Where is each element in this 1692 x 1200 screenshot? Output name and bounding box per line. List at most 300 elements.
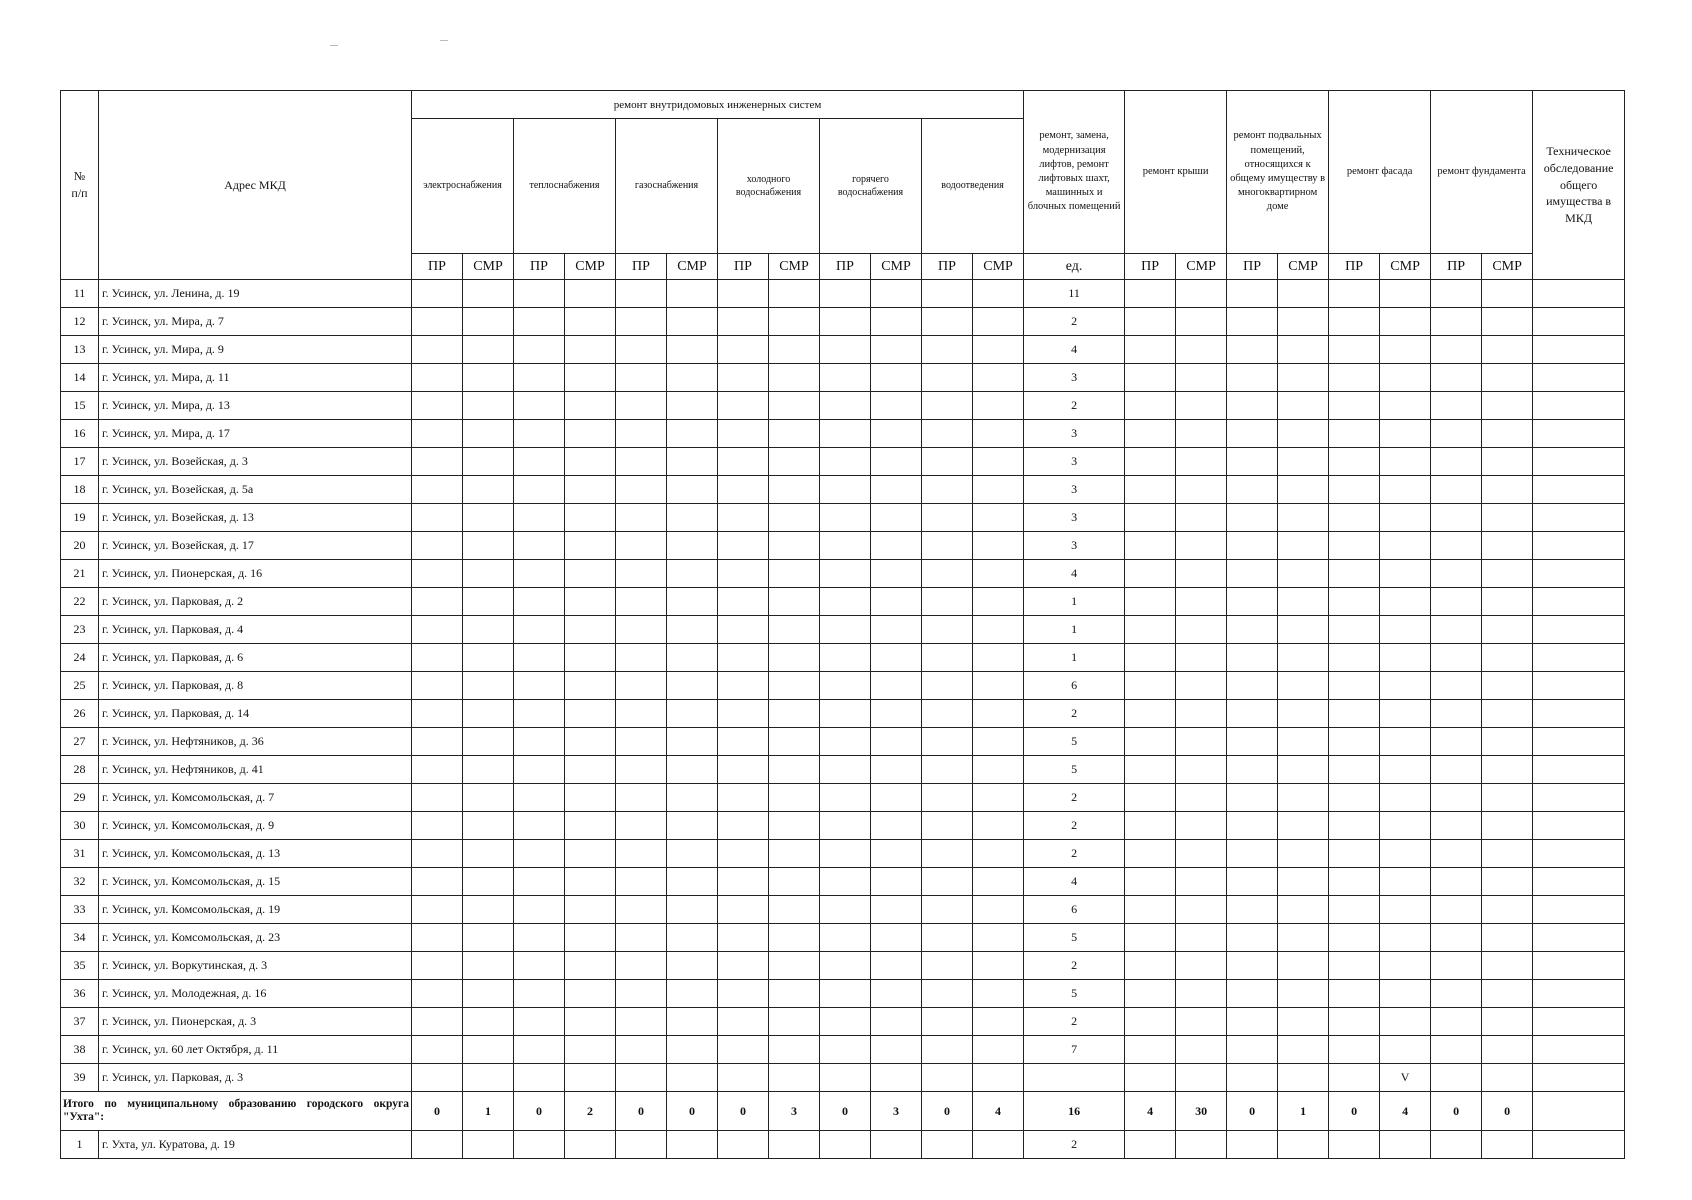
engineering-cell [820, 280, 871, 308]
roof-basement-cell [1176, 476, 1227, 504]
total-value [1533, 1092, 1625, 1131]
facade-smr-cell [1380, 1008, 1431, 1036]
total-row [61, 1092, 1625, 1131]
row-lifts-count [1024, 1064, 1125, 1092]
row-address: г. Усинск, ул. Парковая, д. 3 [99, 1064, 412, 1092]
engineering-cell [922, 896, 973, 924]
facade-smr-cell [1380, 532, 1431, 560]
total-value: 16 [1024, 1092, 1125, 1131]
engineering-cell [463, 784, 514, 812]
engineering-cell [922, 868, 973, 896]
total-value: 0 [1329, 1092, 1380, 1131]
facade-smr-cell [1380, 672, 1431, 700]
engineering-cell [412, 812, 463, 840]
engineering-cell [973, 280, 1024, 308]
col-header-pr: ПР [514, 254, 565, 280]
engineering-cell [616, 924, 667, 952]
foundation-smr-cell [1482, 1131, 1533, 1159]
roof-basement-cell [1227, 672, 1278, 700]
row-lifts-count: 4 [1024, 560, 1125, 588]
scan-speck [330, 45, 338, 46]
roof-basement-cell [1278, 644, 1329, 672]
engineering-cell [412, 588, 463, 616]
col-header-engineering-systems: ремонт внутридомовых инженерных систем [412, 91, 1024, 119]
facade-pr-cell [1329, 812, 1380, 840]
row-address: г. Усинск, ул. Пионерская, д. 16 [99, 560, 412, 588]
facade-smr-cell [1380, 1131, 1431, 1159]
engineering-cell [922, 980, 973, 1008]
engineering-cell [616, 672, 667, 700]
engineering-cell [820, 336, 871, 364]
engineering-cell [565, 672, 616, 700]
engineering-cell [922, 532, 973, 560]
row-address: г. Усинск, ул. Парковая, д. 4 [99, 616, 412, 644]
facade-pr-cell [1329, 504, 1380, 532]
inspection-cell [1533, 728, 1625, 756]
foundation-smr-cell [1482, 728, 1533, 756]
row-address: г. Усинск, ул. Комсомольская, д. 13 [99, 840, 412, 868]
engineering-cell [871, 476, 922, 504]
engineering-cell [871, 1008, 922, 1036]
facade-smr-cell [1380, 420, 1431, 448]
engineering-cell [412, 616, 463, 644]
engineering-cell [973, 504, 1024, 532]
engineering-cell [412, 1131, 463, 1159]
col-header-pr: ПР [1227, 254, 1278, 280]
engineering-cell [718, 896, 769, 924]
engineering-cell [973, 336, 1024, 364]
roof-basement-cell [1278, 616, 1329, 644]
row-lifts-count: 7 [1024, 1036, 1125, 1064]
engineering-cell [871, 392, 922, 420]
row-number: 16 [61, 420, 99, 448]
inspection-cell [1533, 952, 1625, 980]
col-header-cold-water: холодного водоснабжения [718, 119, 820, 254]
roof-basement-cell [1227, 616, 1278, 644]
facade-pr-cell [1329, 924, 1380, 952]
engineering-cell [769, 812, 820, 840]
col-header-smr: СМР [1380, 254, 1431, 280]
engineering-cell [616, 588, 667, 616]
engineering-cell [514, 560, 565, 588]
engineering-cell [718, 504, 769, 532]
engineering-cell [514, 756, 565, 784]
engineering-cell [871, 364, 922, 392]
engineering-cell [514, 1036, 565, 1064]
row-number: 34 [61, 924, 99, 952]
inspection-cell [1533, 560, 1625, 588]
foundation-pr-cell [1431, 420, 1482, 448]
roof-basement-cell [1278, 280, 1329, 308]
facade-pr-cell [1329, 364, 1380, 392]
engineering-cell [667, 924, 718, 952]
engineering-cell [514, 700, 565, 728]
engineering-cell [616, 1064, 667, 1092]
engineering-cell [922, 644, 973, 672]
foundation-smr-cell [1482, 364, 1533, 392]
engineering-cell [514, 532, 565, 560]
engineering-cell [922, 560, 973, 588]
facade-pr-cell [1329, 784, 1380, 812]
inspection-cell [1533, 1036, 1625, 1064]
foundation-smr-cell [1482, 812, 1533, 840]
roof-basement-cell [1227, 560, 1278, 588]
roof-basement-cell [1176, 336, 1227, 364]
roof-basement-cell [1176, 616, 1227, 644]
engineering-cell [769, 560, 820, 588]
row-address: г. Усинск, ул. Комсомольская, д. 9 [99, 812, 412, 840]
engineering-cell [463, 588, 514, 616]
facade-smr-cell [1380, 588, 1431, 616]
engineering-cell [565, 588, 616, 616]
foundation-smr-cell [1482, 784, 1533, 812]
engineering-cell [667, 784, 718, 812]
engineering-cell [667, 532, 718, 560]
roof-basement-cell [1278, 392, 1329, 420]
engineering-cell [769, 392, 820, 420]
facade-smr-cell [1380, 644, 1431, 672]
row-lifts-count: 3 [1024, 448, 1125, 476]
engineering-cell [565, 616, 616, 644]
engineering-cell [718, 560, 769, 588]
table-row [61, 336, 1625, 364]
engineering-cell [820, 364, 871, 392]
facade-smr-cell: V [1380, 1064, 1431, 1092]
row-lifts-count: 3 [1024, 364, 1125, 392]
row-lifts-count: 5 [1024, 980, 1125, 1008]
col-header-sewerage: водоотведения [922, 119, 1024, 254]
foundation-smr-cell [1482, 1008, 1533, 1036]
engineering-cell [412, 1008, 463, 1036]
engineering-cell [463, 812, 514, 840]
engineering-cell [463, 420, 514, 448]
row-number: 39 [61, 1064, 99, 1092]
table-row [61, 588, 1625, 616]
engineering-cell [718, 532, 769, 560]
engineering-cell [718, 924, 769, 952]
row-address: г. Усинск, ул. Комсомольская, д. 23 [99, 924, 412, 952]
engineering-cell [973, 868, 1024, 896]
foundation-pr-cell [1431, 700, 1482, 728]
row-number: 25 [61, 672, 99, 700]
engineering-cell [463, 672, 514, 700]
engineering-cell [922, 280, 973, 308]
roof-basement-cell [1227, 1036, 1278, 1064]
facade-smr-cell [1380, 392, 1431, 420]
engineering-cell [412, 952, 463, 980]
row-number: 33 [61, 896, 99, 924]
engineering-cell [718, 784, 769, 812]
row-lifts-count: 2 [1024, 952, 1125, 980]
engineering-cell [463, 644, 514, 672]
row-lifts-count: 11 [1024, 280, 1125, 308]
engineering-cell [616, 952, 667, 980]
total-value: 0 [1482, 1092, 1533, 1131]
roof-basement-cell [1278, 812, 1329, 840]
engineering-cell [820, 896, 871, 924]
engineering-cell [412, 392, 463, 420]
foundation-pr-cell [1431, 784, 1482, 812]
engineering-cell [463, 896, 514, 924]
engineering-cell [718, 336, 769, 364]
roof-basement-cell [1176, 784, 1227, 812]
engineering-cell [820, 980, 871, 1008]
engineering-cell [871, 1036, 922, 1064]
roof-basement-cell [1278, 560, 1329, 588]
roof-basement-cell [1125, 644, 1176, 672]
engineering-cell [769, 476, 820, 504]
total-value: 0 [412, 1092, 463, 1131]
foundation-pr-cell [1431, 1131, 1482, 1159]
engineering-cell [463, 532, 514, 560]
roof-basement-cell [1278, 980, 1329, 1008]
engineering-cell [718, 448, 769, 476]
row-number: 27 [61, 728, 99, 756]
engineering-cell [922, 1131, 973, 1159]
engineering-cell [667, 280, 718, 308]
row-number: 11 [61, 280, 99, 308]
col-header-pr: ПР [616, 254, 667, 280]
row-address: г. Усинск, ул. Парковая, д. 8 [99, 672, 412, 700]
row-number: 15 [61, 392, 99, 420]
roof-basement-cell [1227, 840, 1278, 868]
foundation-pr-cell [1431, 924, 1482, 952]
col-header-smr: СМР [973, 254, 1024, 280]
inspection-cell [1533, 392, 1625, 420]
engineering-cell [871, 812, 922, 840]
engineering-cell [616, 392, 667, 420]
engineering-cell [769, 672, 820, 700]
facade-pr-cell [1329, 896, 1380, 924]
facade-pr-cell [1329, 980, 1380, 1008]
foundation-pr-cell [1431, 980, 1482, 1008]
total-value: 30 [1176, 1092, 1227, 1131]
row-address: г. Усинск, ул. Мира, д. 17 [99, 420, 412, 448]
foundation-smr-cell [1482, 840, 1533, 868]
engineering-cell [565, 560, 616, 588]
inspection-cell [1533, 504, 1625, 532]
table-row [61, 560, 1625, 588]
row-number: 23 [61, 616, 99, 644]
roof-basement-cell [1176, 1064, 1227, 1092]
engineering-cell [412, 504, 463, 532]
engineering-cell [820, 448, 871, 476]
facade-smr-cell [1380, 336, 1431, 364]
row-address: г. Усинск, ул. Воркутинская, д. 3 [99, 952, 412, 980]
row-number: 18 [61, 476, 99, 504]
engineering-cell [514, 980, 565, 1008]
engineering-cell [769, 448, 820, 476]
table-row [61, 420, 1625, 448]
engineering-cell [565, 952, 616, 980]
engineering-cell [565, 868, 616, 896]
engineering-cell [769, 896, 820, 924]
engineering-cell [616, 784, 667, 812]
engineering-cell [412, 868, 463, 896]
table-row [61, 952, 1625, 980]
engineering-cell [616, 1131, 667, 1159]
facade-pr-cell [1329, 420, 1380, 448]
engineering-cell [565, 336, 616, 364]
engineering-cell [565, 812, 616, 840]
engineering-cell [718, 1008, 769, 1036]
facade-smr-cell [1380, 952, 1431, 980]
roof-basement-cell [1278, 1008, 1329, 1036]
inspection-cell [1533, 840, 1625, 868]
foundation-pr-cell [1431, 840, 1482, 868]
engineering-cell [667, 476, 718, 504]
roof-basement-cell [1125, 952, 1176, 980]
table-row [61, 672, 1625, 700]
row-lifts-count: 1 [1024, 616, 1125, 644]
row-address: г. Усинск, ул. Мира, д. 11 [99, 364, 412, 392]
facade-smr-cell [1380, 756, 1431, 784]
engineering-cell [820, 952, 871, 980]
engineering-cell [820, 476, 871, 504]
roof-basement-cell [1227, 728, 1278, 756]
roof-basement-cell [1227, 504, 1278, 532]
roof-basement-cell [1176, 392, 1227, 420]
engineering-cell [769, 840, 820, 868]
row-lifts-count: 2 [1024, 392, 1125, 420]
roof-basement-cell [1227, 924, 1278, 952]
engineering-cell [922, 1008, 973, 1036]
engineering-cell [718, 980, 769, 1008]
col-header-pr: ПР [1431, 254, 1482, 280]
engineering-cell [616, 280, 667, 308]
roof-basement-cell [1176, 280, 1227, 308]
engineering-cell [922, 616, 973, 644]
total-value: 1 [1278, 1092, 1329, 1131]
engineering-cell [820, 1036, 871, 1064]
col-header-unit: ед. [1024, 254, 1125, 280]
engineering-cell [973, 588, 1024, 616]
roof-basement-cell [1125, 1036, 1176, 1064]
total-value: 4 [1125, 1092, 1176, 1131]
engineering-cell [769, 532, 820, 560]
facade-pr-cell [1329, 728, 1380, 756]
engineering-cell [718, 756, 769, 784]
engineering-cell [973, 532, 1024, 560]
engineering-cell [922, 784, 973, 812]
roof-basement-cell [1278, 868, 1329, 896]
engineering-cell [820, 420, 871, 448]
engineering-cell [769, 588, 820, 616]
row-number: 29 [61, 784, 99, 812]
engineering-cell [871, 448, 922, 476]
row-lifts-count: 2 [1024, 784, 1125, 812]
engineering-cell [769, 728, 820, 756]
foundation-pr-cell [1431, 532, 1482, 560]
roof-basement-cell [1278, 840, 1329, 868]
roof-basement-cell [1227, 280, 1278, 308]
row-address: г. Усинск, ул. Комсомольская, д. 19 [99, 896, 412, 924]
table-row [61, 728, 1625, 756]
engineering-cell [616, 336, 667, 364]
foundation-smr-cell [1482, 868, 1533, 896]
engineering-cell [565, 476, 616, 504]
engineering-cell [412, 280, 463, 308]
roof-basement-cell [1176, 868, 1227, 896]
roof-basement-cell [1125, 420, 1176, 448]
roof-basement-cell [1176, 532, 1227, 560]
facade-pr-cell [1329, 868, 1380, 896]
col-header-address: Адрес МКД [99, 91, 412, 280]
foundation-smr-cell [1482, 1064, 1533, 1092]
roof-basement-cell [1176, 308, 1227, 336]
roof-basement-cell [1278, 700, 1329, 728]
engineering-cell [769, 280, 820, 308]
engineering-cell [820, 812, 871, 840]
roof-basement-cell [1125, 924, 1176, 952]
row-lifts-count: 4 [1024, 868, 1125, 896]
engineering-cell [973, 448, 1024, 476]
roof-basement-cell [1278, 1131, 1329, 1159]
row-address: г. Усинск, ул. Нефтяников, д. 41 [99, 756, 412, 784]
roof-basement-cell [1125, 280, 1176, 308]
roof-basement-cell [1278, 476, 1329, 504]
foundation-smr-cell [1482, 308, 1533, 336]
total-value: 0 [1431, 1092, 1482, 1131]
engineering-cell [871, 896, 922, 924]
total-value: 0 [514, 1092, 565, 1131]
facade-pr-cell [1329, 616, 1380, 644]
row-lifts-count: 5 [1024, 728, 1125, 756]
col-header-pr: ПР [1329, 254, 1380, 280]
col-header-smr: СМР [463, 254, 514, 280]
foundation-pr-cell [1431, 896, 1482, 924]
engineering-cell [667, 616, 718, 644]
engineering-cell [514, 616, 565, 644]
col-header-roof: ремонт крыши [1125, 91, 1227, 254]
engineering-cell [565, 728, 616, 756]
facade-pr-cell [1329, 672, 1380, 700]
roof-basement-cell [1227, 532, 1278, 560]
foundation-smr-cell [1482, 756, 1533, 784]
engineering-cell [412, 644, 463, 672]
roof-basement-cell [1176, 560, 1227, 588]
engineering-cell [412, 308, 463, 336]
engineering-cell [616, 896, 667, 924]
engineering-cell [616, 560, 667, 588]
col-header-pr: ПР [922, 254, 973, 280]
row-address: г. Усинск, ул. Парковая, д. 14 [99, 700, 412, 728]
col-header-foundation: ремонт фундамента [1431, 91, 1533, 254]
roof-basement-cell [1278, 1036, 1329, 1064]
engineering-cell [769, 952, 820, 980]
engineering-cell [871, 1064, 922, 1092]
engineering-cell [514, 840, 565, 868]
col-header-smr: СМР [1176, 254, 1227, 280]
row-address: г. Усинск, ул. Возейская, д. 3 [99, 448, 412, 476]
total-value: 0 [1227, 1092, 1278, 1131]
engineering-cell [820, 700, 871, 728]
engineering-cell [922, 1064, 973, 1092]
roof-basement-cell [1125, 1064, 1176, 1092]
engineering-cell [514, 644, 565, 672]
inspection-cell [1533, 784, 1625, 812]
engineering-cell [820, 784, 871, 812]
engineering-cell [922, 756, 973, 784]
engineering-cell [514, 1131, 565, 1159]
table-row [61, 812, 1625, 840]
engineering-cell [565, 700, 616, 728]
foundation-smr-cell [1482, 336, 1533, 364]
capital-repair-table [60, 90, 1625, 1159]
inspection-cell [1533, 1131, 1625, 1159]
foundation-pr-cell [1431, 812, 1482, 840]
roof-basement-cell [1278, 588, 1329, 616]
